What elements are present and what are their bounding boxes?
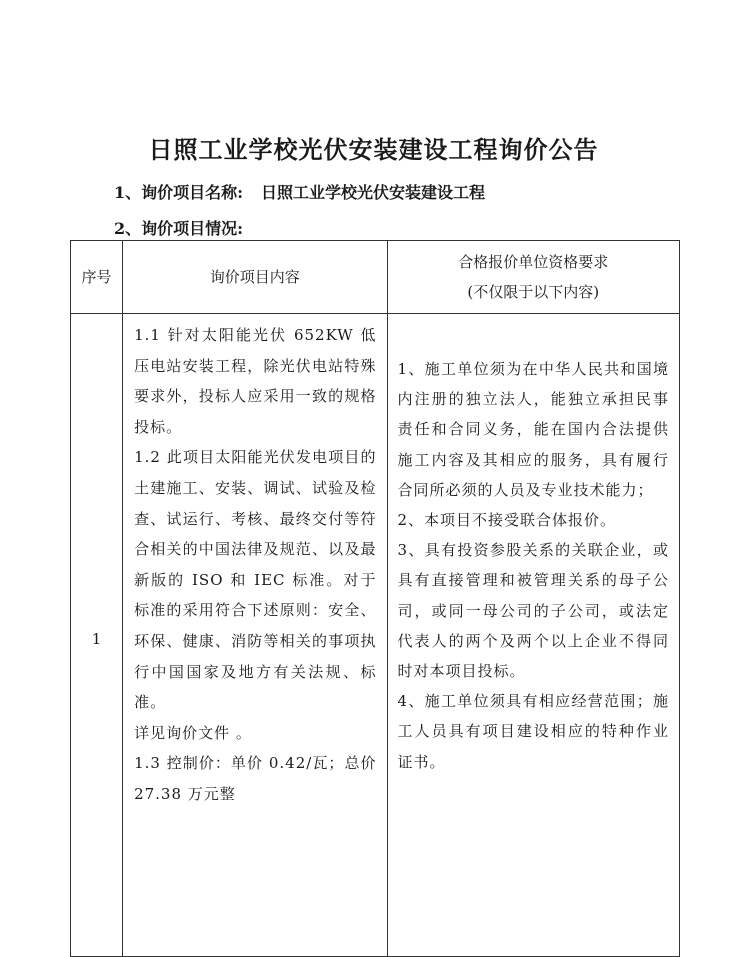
- inquiry-table: [70, 240, 680, 957]
- project-name-label: 1、询价项目名称:: [114, 183, 244, 202]
- content-paragraph: 1.1 针对太阳能光伏 652KW 低压电站安装工程，除光伏电站特殊要求外，投标人应采用一致的规格投标。: [134, 326, 377, 436]
- header-content: 询价项目内容: [123, 241, 387, 314]
- requirement-item: 2、本项目不接受联合体报价。: [397, 511, 617, 530]
- requirement-item: 1、施工单位须为在中华人民共和国境内注册的独立法人，能独立承担民事责任和合同义务，能在国内合法提供施工内容及其相应的服务，具有履行合同所必须的人员及专业技术能力；: [397, 360, 669, 499]
- project-name-value: 日照工业学校光伏安装建设工程: [261, 183, 486, 202]
- row-requirements: [387, 314, 680, 957]
- content-paragraph: 详见询价文件 。: [134, 723, 252, 742]
- row-seq: 1: [71, 314, 123, 957]
- header-requirements-note: (不仅限于以下内容): [467, 283, 600, 301]
- header-requirements: [387, 241, 680, 314]
- header-seq: 序号: [71, 241, 123, 314]
- content-paragraph: 1.3 控制价：单价 0.42/瓦；总价 27.38 万元整: [134, 754, 377, 803]
- requirement-item: 4、施工单位须具有相应经营范围；施工人员具有项目建设相应的特种作业证书。: [397, 692, 669, 771]
- table-row: [71, 314, 680, 957]
- requirement-item: 3、具有投资参股关系的关联企业，或具有直接管理和被管理关系的母子公司，或同一母公司的子公司，或法定代表人的两个及两个以上企业不得同时对本项目投标。: [397, 541, 669, 681]
- project-name-line: [114, 180, 485, 203]
- header-requirements-title: 合格报价单位资格要求: [458, 253, 609, 271]
- document-title: 日照工业学校光伏安装建设工程询价公告: [148, 135, 599, 164]
- row-content: [123, 314, 387, 957]
- table-header-row: [71, 241, 680, 314]
- content-paragraph: 1.2 此项目太阳能光伏发电项目的土建施工、安装、调试、试验及检查、试运行、考核、最终交付等符合相关的中国法律及规范、以及最新版的 ISO 和 IEC 标准。对于标准的采用符合下述原则：安全、环保、健康、消防等相关的事项执行中国国家及地方有关法规、标准。: [134, 448, 377, 712]
- project-info-label: 2、询价项目情况:: [114, 219, 244, 238]
